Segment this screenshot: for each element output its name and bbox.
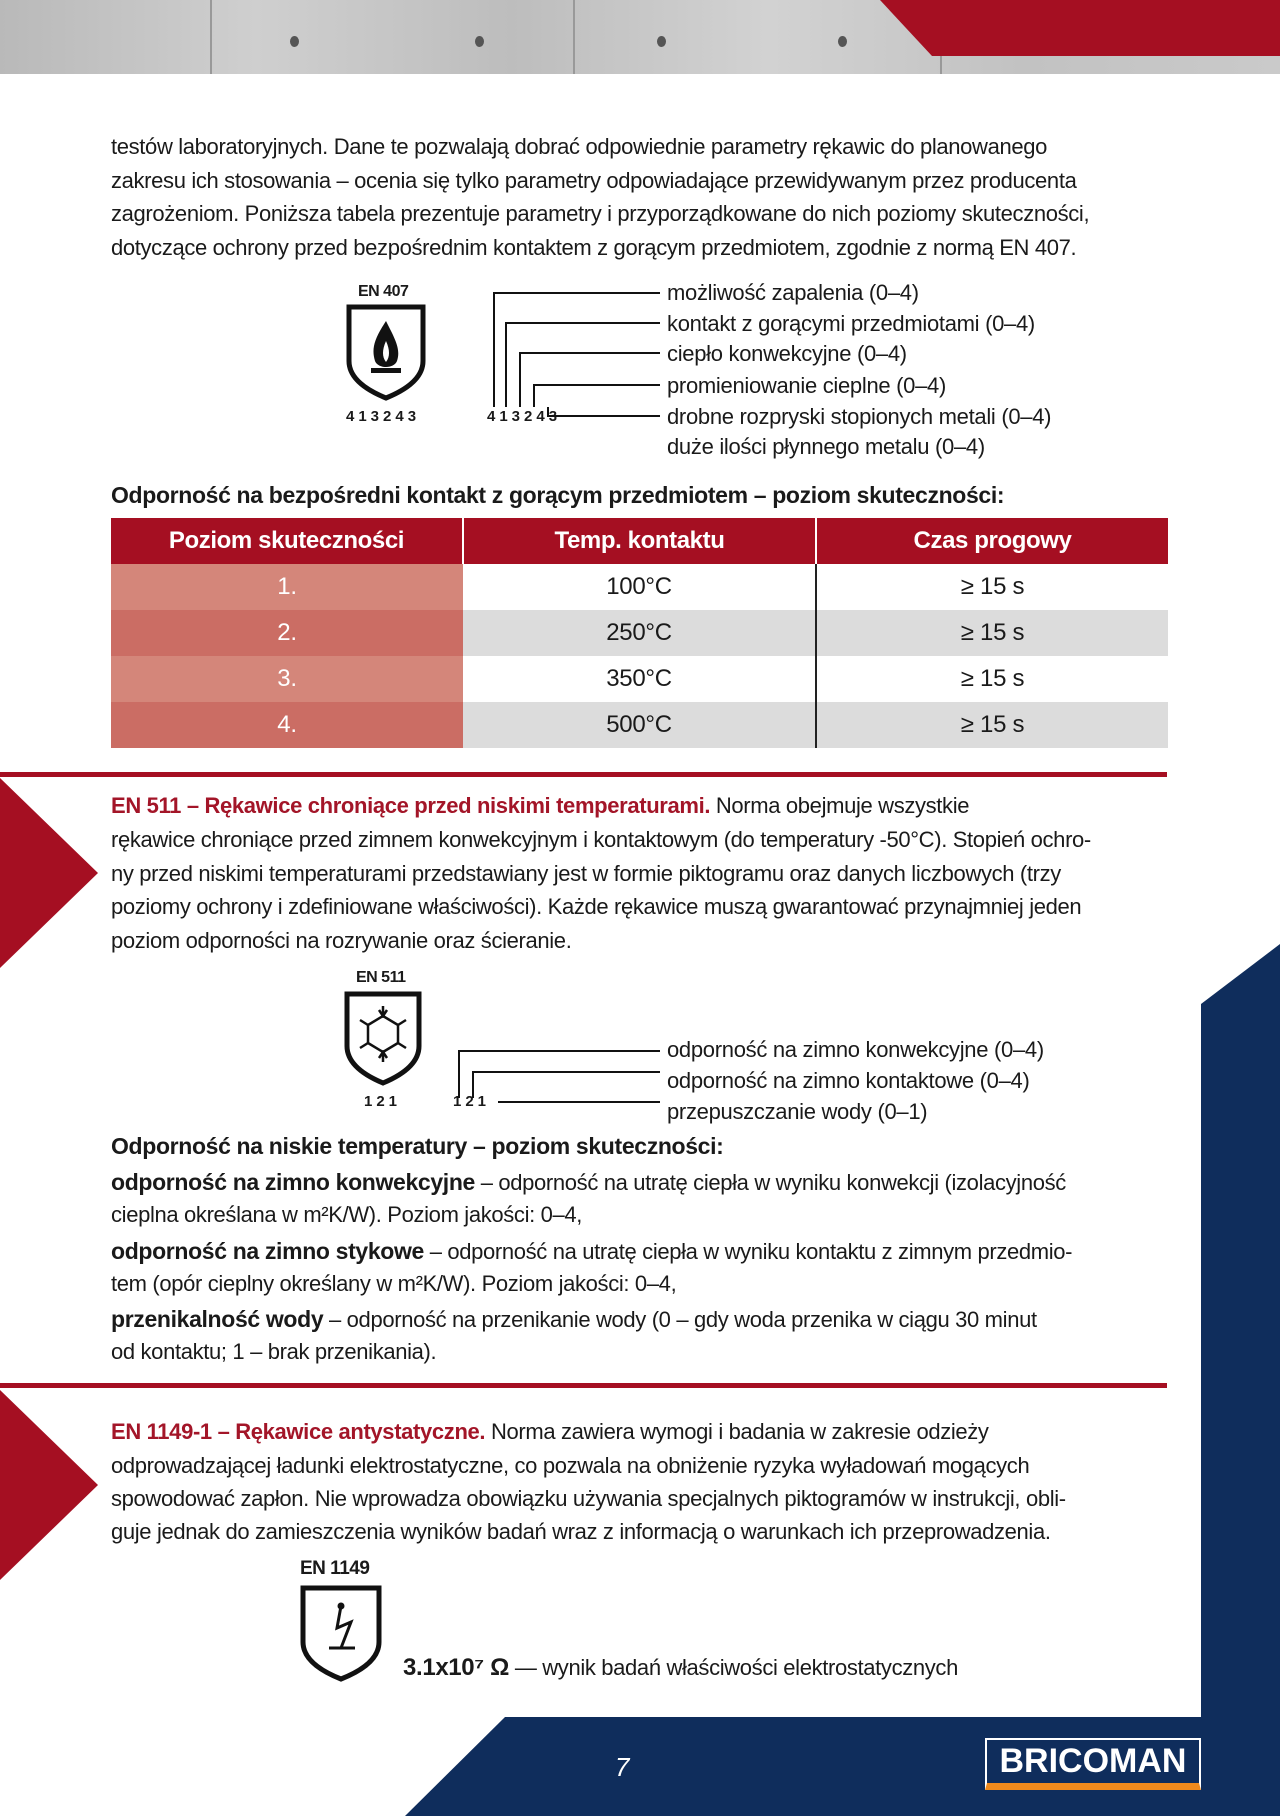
text-line: rękawice chroniące przed zimnem konwekcyjnym i kontaktowym (do temperatury -50°C). Stopień ochro- <box>111 827 1091 852</box>
flame-shield-icon <box>345 303 427 401</box>
en407-legend-item: promieniowanie cieplne (0–4) <box>667 373 946 398</box>
table-header-row <box>111 518 1168 564</box>
text-line: Norma zawiera wymogi i badania w zakresie odzieży <box>485 1419 989 1444</box>
en511-connector-lines <box>450 1040 670 1120</box>
table-cell: ≥ 15 s <box>816 610 1168 656</box>
en511-legend-item: odporność na zimno konwekcyjne (0–4) <box>667 1037 1044 1062</box>
en511-label: EN 511 <box>356 969 406 986</box>
definition-term: odporność na zimno stykowe <box>111 1238 424 1264</box>
table-row <box>111 610 1168 656</box>
en407-code-legend: 413243 <box>487 408 562 425</box>
header-banner <box>0 0 1280 74</box>
antistatic-shield-icon <box>299 1584 383 1682</box>
navy-side-decoration <box>1201 944 1280 1816</box>
table-cell: 500°C <box>463 702 816 748</box>
section-divider <box>0 1383 1167 1388</box>
text-line: spowodować zapłon. Nie wprowadza obowiązku używania specjalnych piktogramów w instrukcji, obli- <box>111 1486 1066 1511</box>
en407-legend-item: duże ilości płynnego metalu (0–4) <box>667 434 985 459</box>
definition-text: – odporność na przenikanie wody (0 – gdy woda przenika w ciągu 30 minut <box>323 1307 1037 1332</box>
en511-legend-item: odporność na zimno kontaktowe (0–4) <box>667 1068 1030 1093</box>
resistance-description: — wynik badań właściwości elektrostatycznych <box>509 1655 958 1680</box>
en511-code: 121 <box>364 1093 402 1110</box>
table-cell: 1. <box>111 564 463 610</box>
text-line: guje jednak do zamieszczenia wyników badań wraz z informacją o warunkach ich przeprowadzenia. <box>111 1519 1051 1544</box>
table-row <box>111 702 1168 748</box>
table-cell: ≥ 15 s <box>960 665 1025 692</box>
table-cell: 4. <box>111 702 463 748</box>
text-line: odprowadzającej ładunki elektrostatyczne, co pozwala na obniżenie ryzyka wyładowań mogących <box>111 1453 1030 1478</box>
definition-text: tem (opór cieplny określany w m²K/W). Poziom jakości: 0–4, <box>111 1271 677 1296</box>
column-header: Czas progowy <box>816 518 1168 564</box>
en407-legend-item: drobne rozpryski stopionych metali (0–4) <box>667 404 1052 429</box>
table-cell: ≥ 15 s <box>816 702 1168 748</box>
table-cell: 350°C <box>463 656 816 702</box>
text-line: poziom odporności na rozrywanie oraz ścieranie. <box>111 928 572 953</box>
definition-text: od kontaktu; 1 – brak przenikania). <box>111 1339 437 1364</box>
table-cell: 3. <box>111 656 463 702</box>
column-header: Temp. kontaktu <box>463 518 816 564</box>
table-cell: 250°C <box>463 610 816 656</box>
table-cell: 100°C <box>463 564 816 610</box>
en1149-title: EN 1149-1 – Rękawice antystatyczne. <box>111 1419 486 1444</box>
en407-code: 413243 <box>346 408 421 425</box>
header-red-accent <box>880 0 1280 56</box>
text-line: zakresu ich stosowania – ocenia się tylko parametry odpowiadające przewidywanym przez producenta <box>111 168 1077 193</box>
en511-code-legend: 121 <box>453 1093 491 1110</box>
red-arrow-decoration <box>0 1390 98 1580</box>
text-line: zagrożeniom. Poniższa tabela prezentuje parametry i przyporządkowane do nich poziomy skuteczności, <box>111 201 1090 226</box>
en511-heading: Odporność na niskie temperatury – poziom skuteczności: <box>111 1133 724 1159</box>
table-cell: ≥ 15 s <box>960 573 1025 600</box>
text-line: poziomy ochrony i zdefiniowane właściwości). Każde rękawice muszą gwarantować przynajmniej jeden <box>111 894 1082 919</box>
text-line: ny przed niskimi temperaturami przedstawiany jest w formie piktogramu oraz danych liczbowych (trzy <box>111 861 1061 886</box>
definition-term: odporność na zimno konwekcyjne <box>111 1169 475 1195</box>
red-arrow-decoration <box>0 778 98 968</box>
en407-legend-item: ciepło konwekcyjne (0–4) <box>667 341 907 366</box>
en407-legend-item: kontakt z gorącymi przedmiotami (0–4) <box>667 311 1035 336</box>
heat-contact-table <box>111 518 1168 748</box>
definition-term: przenikalność wody <box>111 1306 324 1332</box>
text-line: Norma obejmuje wszystkie <box>710 793 970 818</box>
text-line: dotyczące ochrony przed bezpośrednim kontaktem z gorącym przedmiotem, zgodnie z normą EN 407. <box>111 235 1077 260</box>
snowflake-shield-icon <box>343 990 423 1086</box>
page-number: 7 <box>615 1752 630 1782</box>
resistance-value: 3.1x10⁷ Ω <box>403 1654 510 1681</box>
en511-legend-item: przepuszczanie wody (0–1) <box>667 1099 928 1124</box>
en407-label: EN 407 <box>358 283 409 300</box>
definition-text: cieplna określana w m²K/W). Poziom jakości: 0–4, <box>111 1202 583 1227</box>
en407-legend-item: możliwość zapalenia (0–4) <box>667 280 919 305</box>
bricoman-logo <box>985 1738 1201 1790</box>
definition-text: – odporność na utratę ciepła w wyniku kontaktu z zimnym przedmio- <box>423 1239 1073 1264</box>
table-row <box>111 564 1168 610</box>
column-header: Poziom skuteczności <box>111 518 463 564</box>
en511-title: EN 511 – Rękawice chroniące przed niskimi temperaturami. <box>111 793 711 818</box>
table-title: Odporność na bezpośredni kontakt z gorącym przedmiotem – poziom skuteczności: <box>111 482 1005 508</box>
table-row <box>111 656 1168 702</box>
logo-text: BRICOMAN <box>999 1742 1187 1780</box>
section-divider <box>0 772 1167 777</box>
en1149-label: EN 1149 <box>300 1558 370 1579</box>
en407-connector-lines <box>480 285 670 435</box>
table-cell: 2. <box>111 610 463 656</box>
definition-text: – odporność na utratę ciepła w wyniku konwekcji (izolacyjność <box>474 1170 1066 1195</box>
text-line: testów laboratoryjnych. Dane te pozwalają dobrać odpowiednie parametry rękawic do planowanego <box>111 134 1048 159</box>
